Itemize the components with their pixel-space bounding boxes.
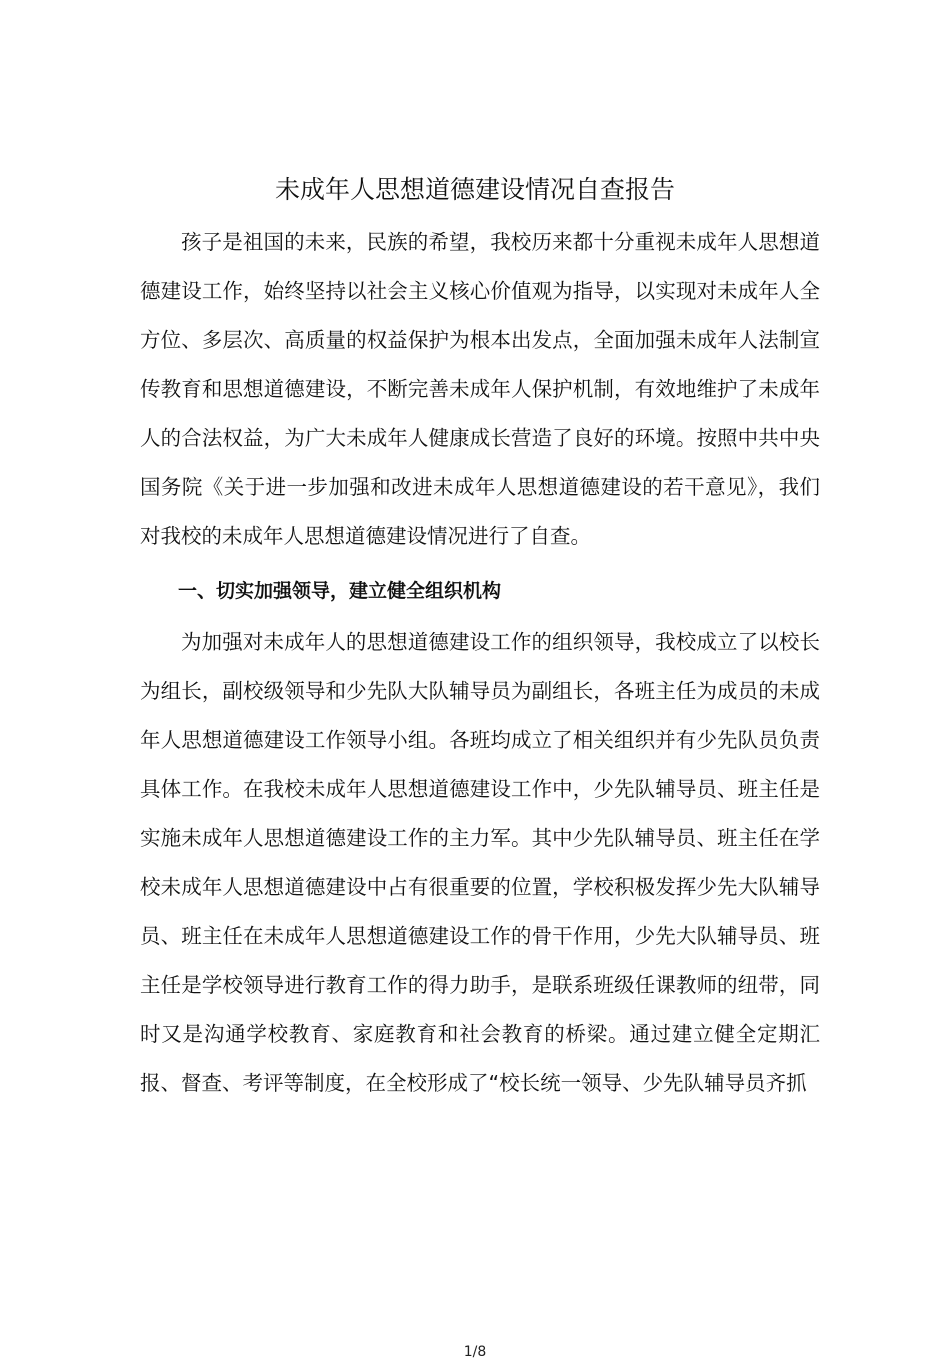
intro-paragraph: 孩子是祖国的未来，民族的希望，我校历来都十分重视未成年人思想道德建设工作，始终坚持以社会主义核心价值观为指导，以实现对未成年人全方位、多层次、高质量的权益保护为根本出发点，全面加强未成年人法制宣传教育和思想道德建设，不断完善未成年人保护机制，有效地维护了未成年人的合法权益，为广大未成年人健康成长营造了良好的环境。按照中共中央国务院《关于进一步加强和改进未成年人思想道德建设的若干意见》，我们对我校的未成年人思想道德建设情况进行了自查。 bbox=[140, 230, 820, 548]
document-title: 未成年人思想道德建设情况自查报告 bbox=[274, 175, 675, 204]
page-number: 1/8 bbox=[463, 1344, 487, 1360]
section-heading: 一、切实加强领导，建立健全组织机构 bbox=[178, 580, 502, 602]
document-body bbox=[140, 218, 820, 1108]
section-paragraph: 为加强对未成年人的思想道德建设工作的组织领导，我校成立了以校长为组长，副校级领导和少先队大队辅导员为副组长，各班主任为成员的未成年人思想道德建设工作领导小组。各班均成立了相关组织并有少先队员负责具体工作。在我校未成年人思想道德建设工作中，少先队辅导员、班主任是实施未成年人思想道德建设工作的主力军。其中少先队辅导员、班主任在学校未成年人思想道德建设中占有很重要的位置，学校积极发挥少先大队辅导员、班主任在未成年人思想道德建设工作的骨干作用，少先大队辅导员、班主任是学校领导进行教育工作的得力助手，是联系班级任课教师的纽带，同时又是沟通学校教育、家庭教育和社会教育的桥梁。通过建立健全定期汇报、督查、考评等制度，在全校形成了“校长统一领导、少先队辅导员齐抓 bbox=[140, 630, 820, 1095]
